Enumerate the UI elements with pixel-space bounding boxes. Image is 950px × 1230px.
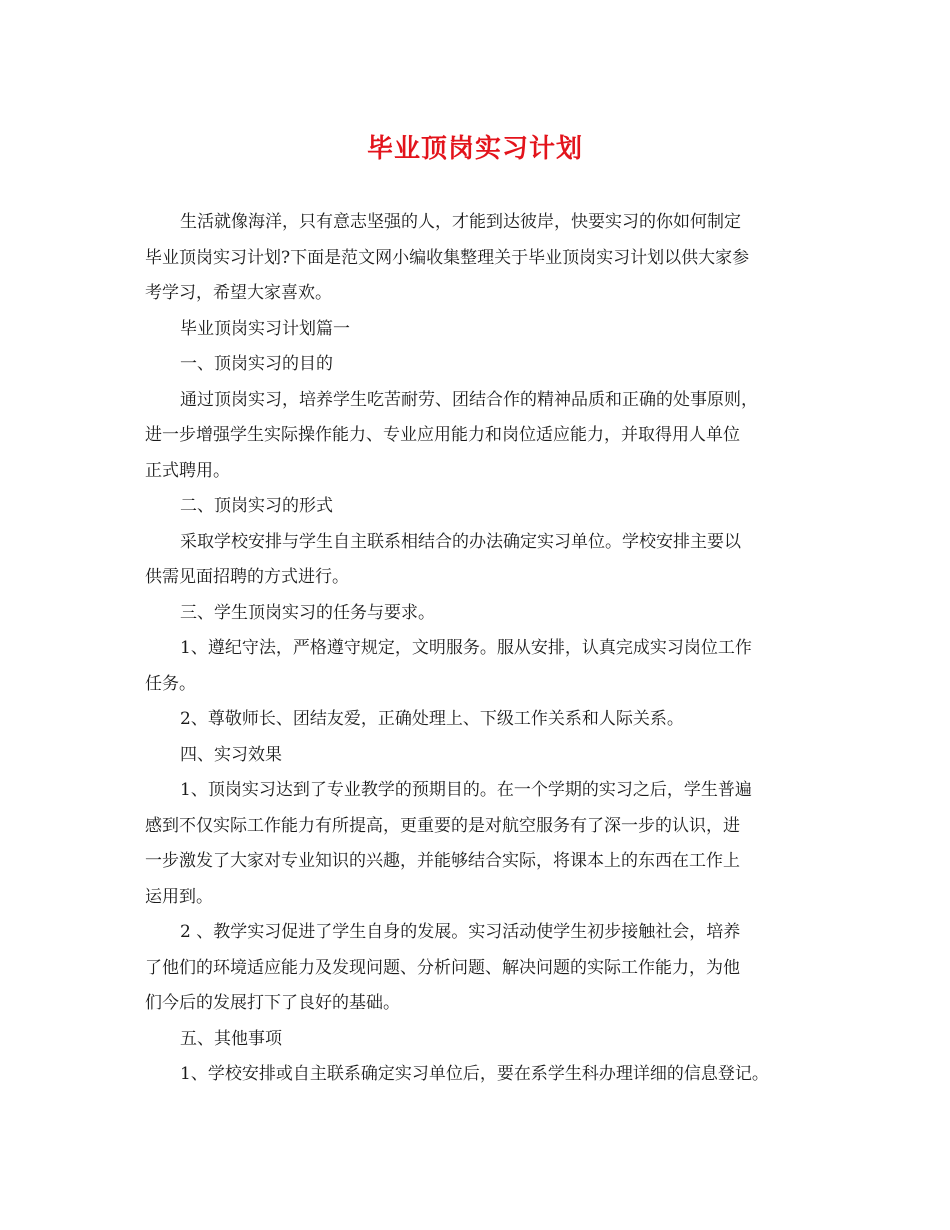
text-line: 毕业顶岗实习计划篇一 [180,318,350,339]
text-line: 了他们的环境适应能力及发现问题、分析问题、解决问题的实际工作能力，为他 [145,957,740,978]
text-line: 们今后的发展打下了良好的基础。 [145,993,400,1013]
text-line: 一步激发了大家对专业知识的兴趣，并能够结合实际，将课本上的东西在工作上 [145,851,740,871]
text-line: 二、顶岗实习的形式 [180,496,333,516]
text-line: 1、学校安排或自主联系确定实习单位后，要在系学生科办理详细的信息登记。 [180,1064,769,1084]
text-line: 运用到。 [145,886,213,907]
document-body [145,205,835,1093]
text-line: 五、其他事项 [180,1028,282,1049]
text-line: 四、实习效果 [180,744,282,765]
text-line: 1、顶岗实习达到了专业教学的预期目的。在一个学期的实习之后，学生普遍 [180,780,752,800]
text-line: 通过顶岗实习，培养学生吃苦耐劳、团结合作的精神品质和正确的处事原则， [180,389,758,410]
text-line: 2 、教学实习促进了学生自身的发展。实习活动使学生初步接触社会，培养 [180,922,741,942]
text-line: 供需见面招聘的方式进行。 [145,567,349,587]
text-line: 三、学生顶岗实习的任务与要求。 [180,602,435,623]
text-line: 正式聘用。 [145,460,230,481]
text-line: 毕业顶岗实习计划?下面是范文网小编收集整理关于毕业顶岗实习计划以供大家参 [145,247,750,268]
text-line: 感到不仅实际工作能力有所提高，更重要的是对航空服务有了深一步的认识，进 [145,815,740,836]
text-line: 考学习，希望大家喜欢。 [145,283,332,303]
text-line: 2、尊敬师长、团结友爱，正确处理上、下级工作关系和人际关系。 [180,709,684,729]
text-line: 生活就像海洋，只有意志坚强的人，才能到达彼岸，快要实习的你如何制定 [180,212,741,232]
text-line: 1、遵纪守法，严格遵守规定，文明服务。服从安排，认真完成实习岗位工作 [180,638,752,658]
text-line: 进一步增强学生实际操作能力、专业应用能力和岗位适应能力，并取得用人单位 [145,425,740,445]
text-line: 采取学校安排与学生自主联系相结合的办法确定实习单位。学校安排主要以 [180,531,741,552]
text-line: 一、顶岗实习的目的 [180,354,333,374]
document-title: 毕业顶岗实习计划 [366,134,583,164]
text-line: 任务。 [145,673,196,694]
